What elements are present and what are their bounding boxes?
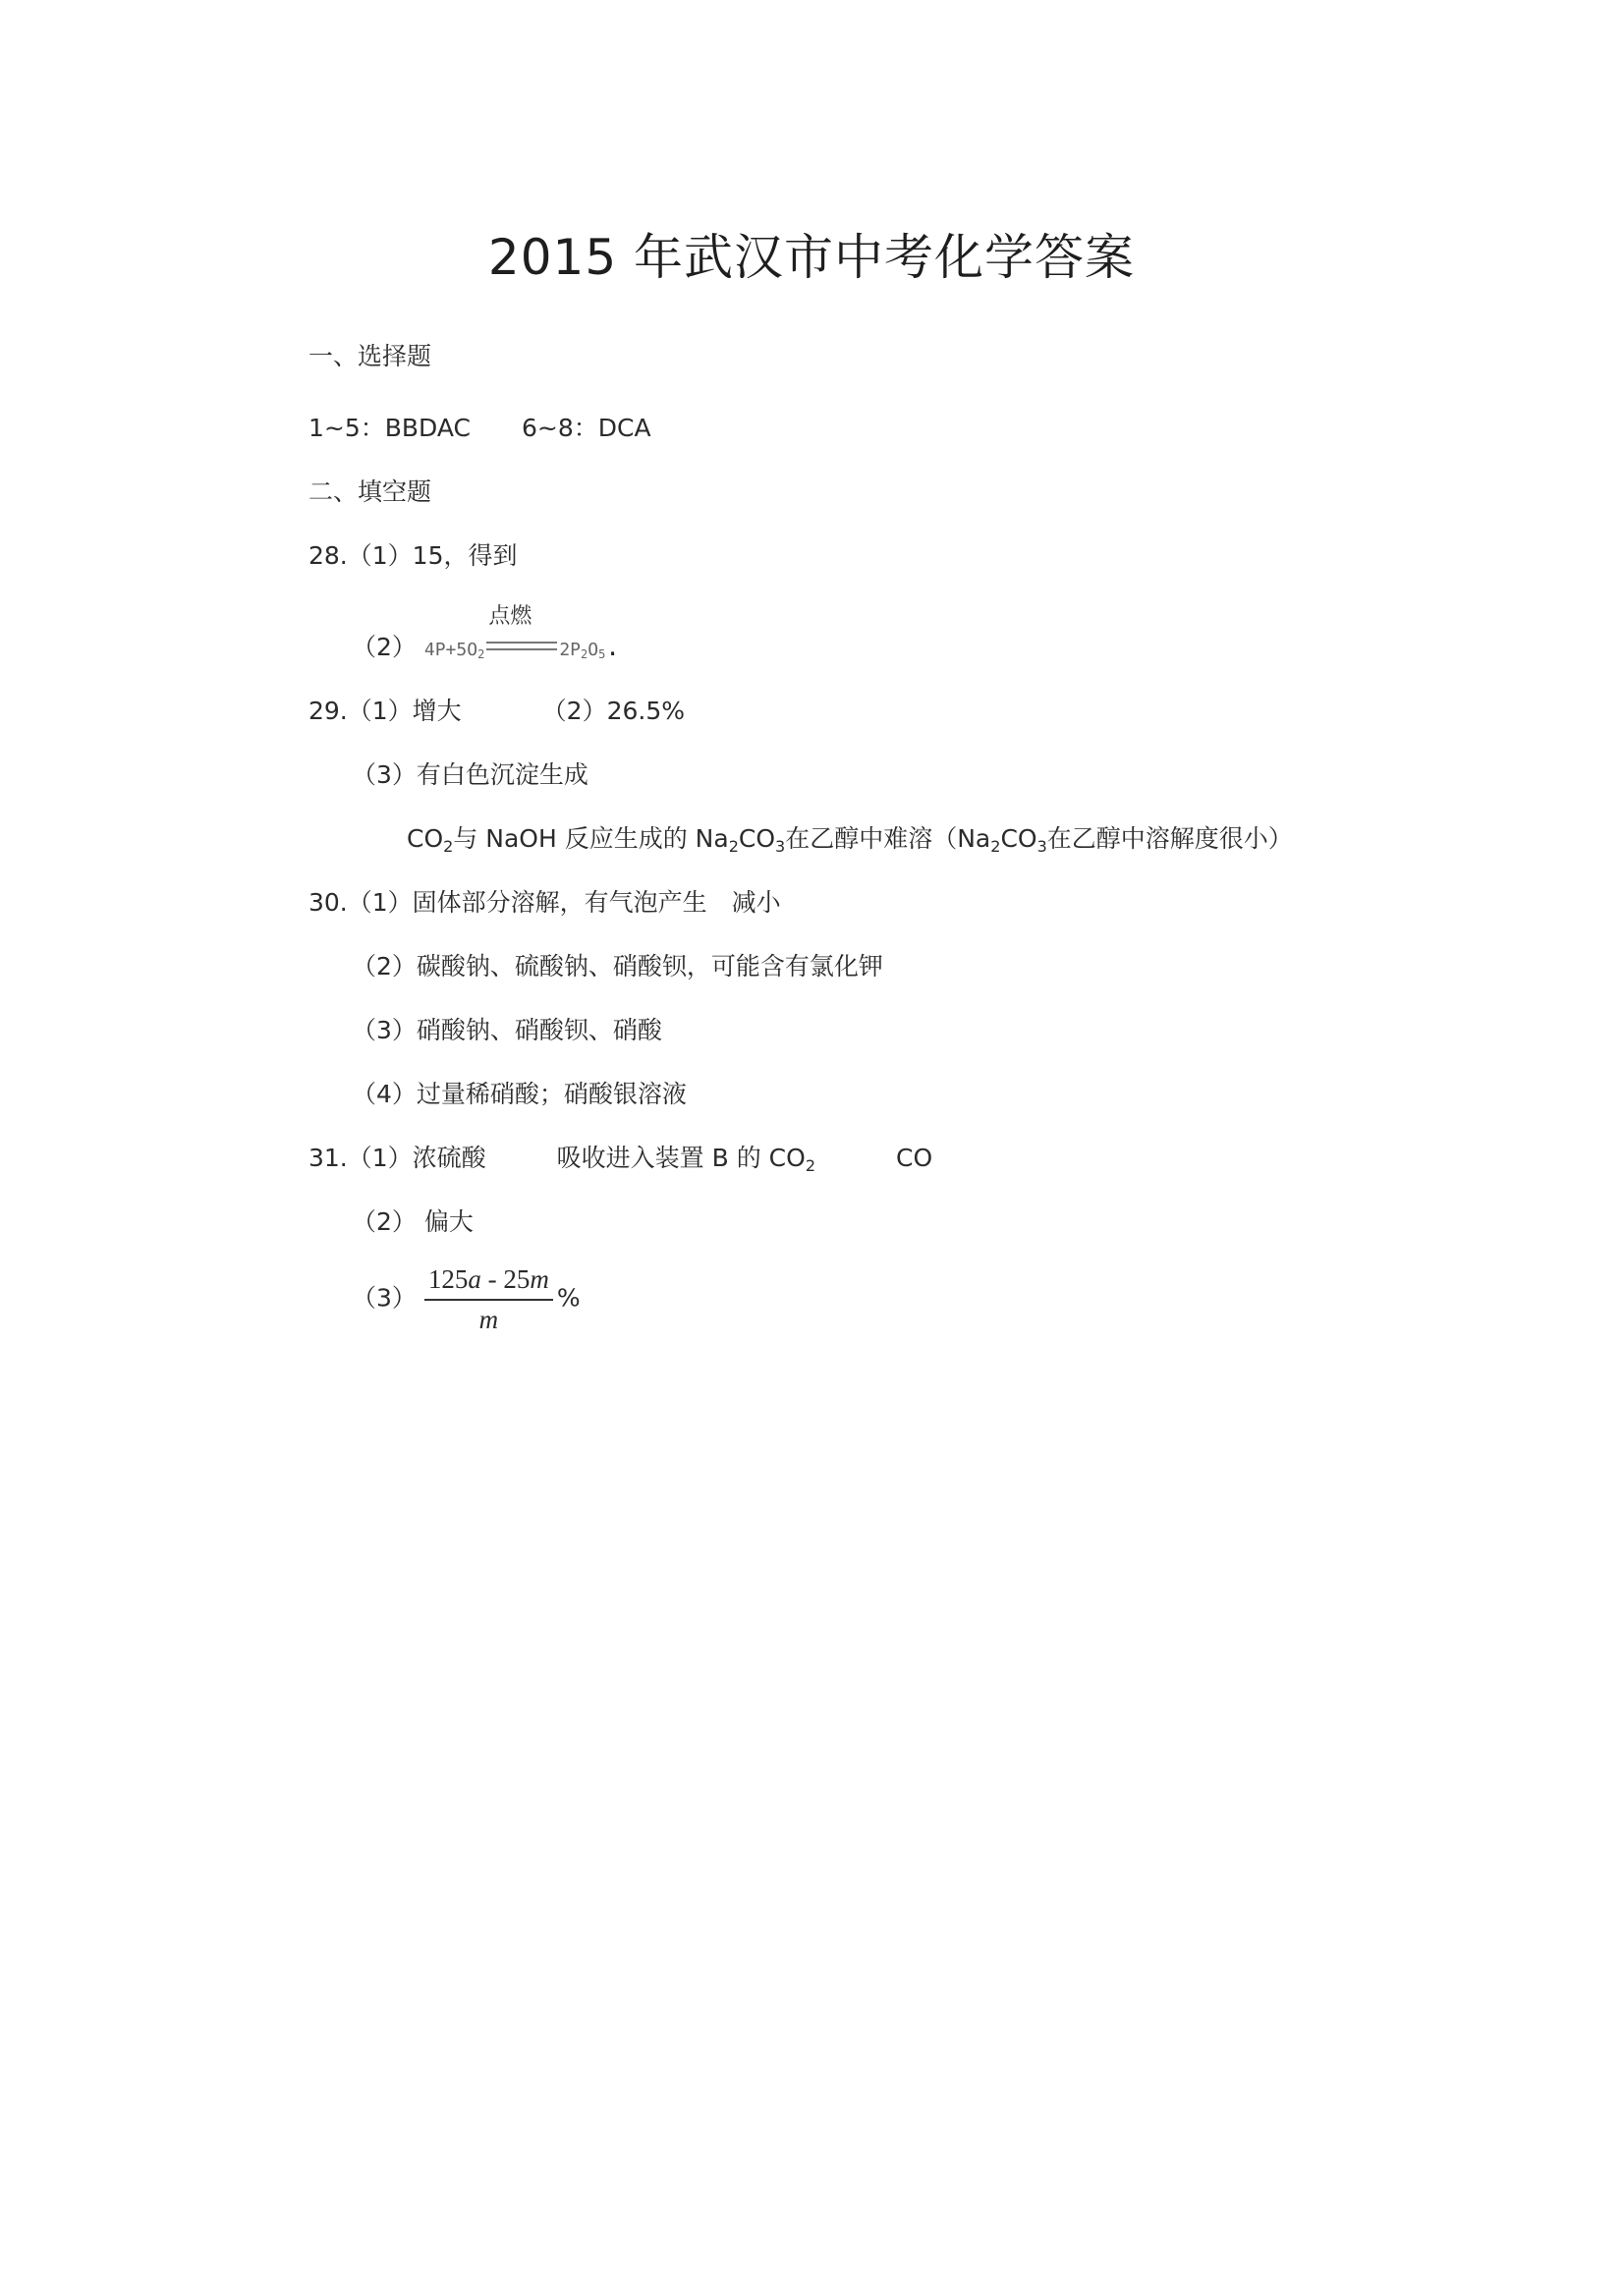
q29-part1: 29.（1）增大 <box>308 697 462 725</box>
q28-part2 <box>352 604 620 667</box>
section-heading-fill: 二、填空题 <box>308 477 432 506</box>
q31-part3 <box>352 1262 581 1336</box>
q28-part1: 28.（1）15，得到 <box>308 541 518 570</box>
q28-part2-label: （2） <box>352 633 417 661</box>
q30-part2: （2）碳酸钠、硫酸钠、硝酸钡，可能含有氯化钾 <box>352 952 883 980</box>
q31-part1-gas: CO <box>896 1144 933 1172</box>
fraction-numerator: 125a - 25m <box>424 1262 553 1301</box>
percent-sign: % <box>556 1283 581 1313</box>
q31-part2: （2） 偏大 <box>352 1207 474 1236</box>
equals-sign <box>486 642 557 650</box>
fraction-denominator: m <box>478 1305 499 1334</box>
q31-fraction <box>424 1262 553 1336</box>
q29-explanation: $CO_2$与 NaOH 反应生成的 $Na_2CO_3$在乙醇中难溶（$Na_2CO_3$在乙醇中溶解度很小） <box>407 824 1293 856</box>
combustion-equation: $4P+5O_2$ 点燃 $2P_2O_5$. <box>424 640 620 660</box>
q31-part1: 31.（1）浓硫酸 吸收进入装置 B 的 $CO_2$ CO <box>308 1144 933 1175</box>
mc-group-2: 6~8：DCA <box>522 414 651 442</box>
page-title: 2015 年武汉市中考化学答案 <box>487 229 1136 286</box>
q31-part1-answer: 31.（1）浓硫酸 <box>308 1144 486 1172</box>
q30-part1: 30.（1）固体部分溶解，有气泡产生 减小 <box>308 888 781 917</box>
reaction-condition: 点燃 <box>486 634 557 667</box>
mc-group-1: 1~5：BBDAC <box>308 414 471 442</box>
section-heading-choice: 一、选择题 <box>308 342 432 370</box>
q31-part3-label: （3） <box>352 1283 417 1313</box>
q29-line1 <box>308 695 685 728</box>
q30-part4: （4）过量稀硝酸；硝酸银溶液 <box>352 1080 687 1108</box>
mc-answers <box>308 412 651 445</box>
q30-part3: （3）硝酸钠、硝酸钡、硝酸 <box>352 1016 662 1044</box>
q31-part1-reason: 吸收进入装置 B 的 CO <box>556 1144 806 1172</box>
q29-part2: （2）26.5% <box>541 697 685 725</box>
q29-part3: （3）有白色沉淀生成 <box>352 760 588 789</box>
